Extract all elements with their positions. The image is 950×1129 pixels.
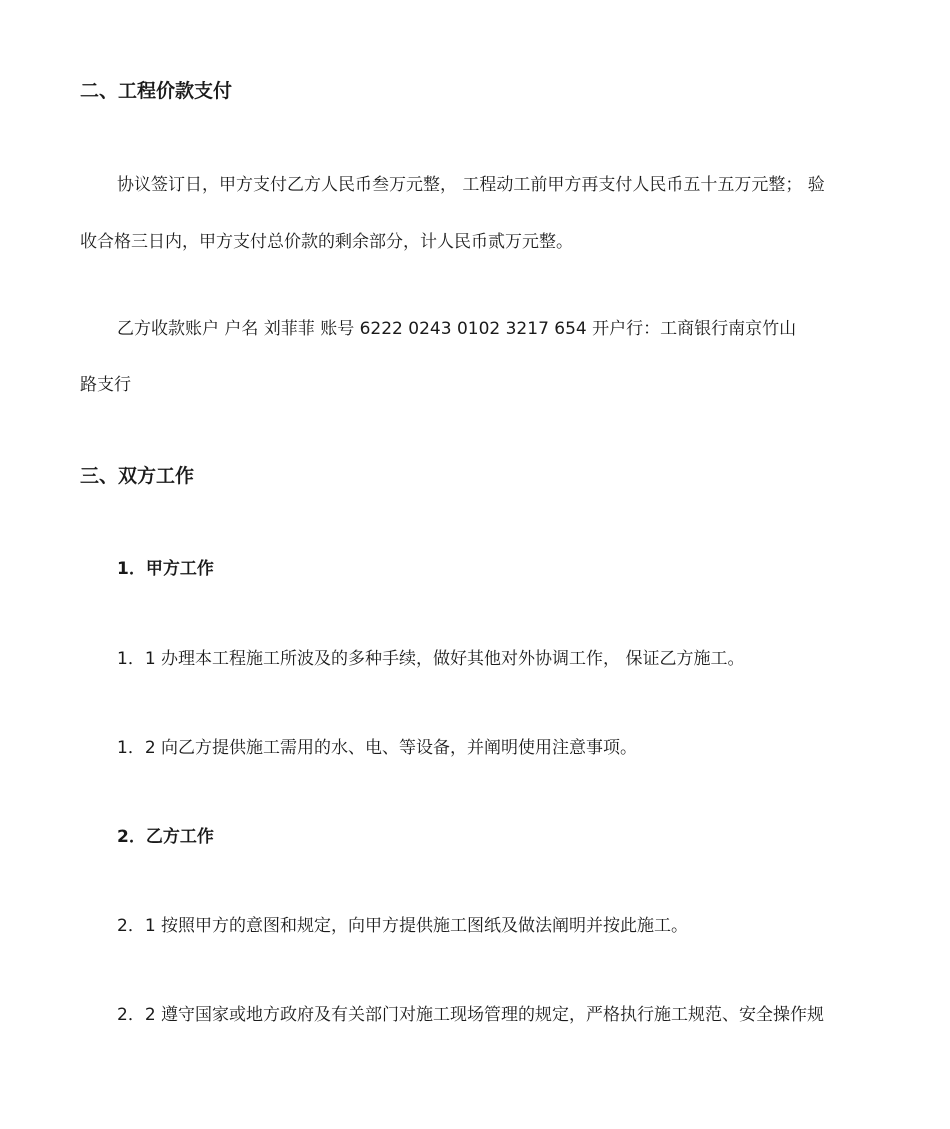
payment-paragraph-line-2: 收合格三日内，甲方支付总价款的剩余部分，计人民币贰万元整。 [80, 232, 573, 252]
account-paragraph-line-1: 乙方收款账户 户名 刘菲菲 账号 6222 0243 0102 3217 654 开户行：工商银行南京竹山 [117, 319, 797, 339]
party-a-heading: 1．甲方工作 [117, 559, 214, 579]
party-b-item-1: 2．1 按照甲方的意图和规定，向甲方提供施工图纸及做法阐明并按此施工。 [117, 916, 689, 936]
section-heading-duties: 三、双方工作 [80, 465, 195, 487]
party-b-item-2: 2．2 遵守国家或地方政府及有关部门对施工现场管理的规定，严格执行施工规范、安全操作规 [117, 1005, 825, 1025]
account-paragraph-line-2: 路支行 [80, 375, 131, 395]
party-a-item-2: 1．2 向乙方提供施工需用的水、电、等设备，并阐明使用注意事项。 [117, 738, 638, 758]
party-b-heading: 2．乙方工作 [117, 827, 214, 847]
party-a-item-1: 1．1 办理本工程施工所波及的多种手续，做好其他对外协调工作， 保证乙方施工。 [117, 649, 745, 669]
section-heading-payment: 二、工程价款支付 [80, 80, 233, 102]
payment-paragraph-line-1: 协议签订日，甲方支付乙方人民币叁万元整， 工程动工前甲方再支付人民币五十五万元整； 验 [117, 175, 825, 195]
